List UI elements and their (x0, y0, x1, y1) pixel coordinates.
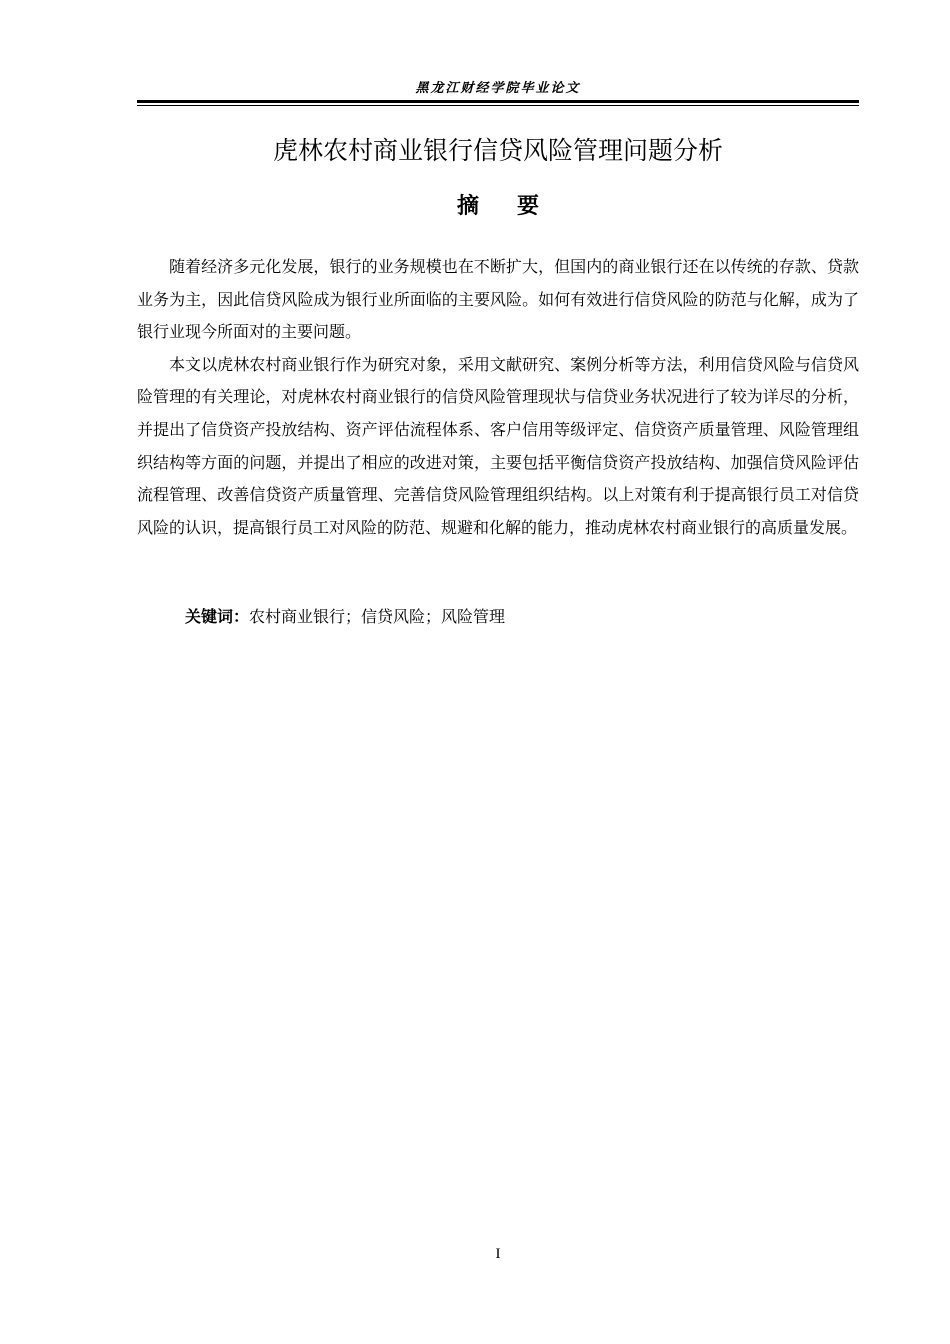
header-rule-thin (137, 105, 859, 106)
page-number: I (495, 1246, 501, 1262)
keywords-line (185, 602, 859, 632)
document-title: 虎林农村商业银行信贷风险管理问题分析 (272, 136, 723, 165)
abstract-paragraph-2: 本文以虎林农村商业银行作为研究对象，采用文献研究、案例分析等方法，利用信贷风险与信贷风险管理的有关理论，对虎林农村商业银行的信贷风险管理现状与信贷业务状况进行了较为详尽的分析，并提出了信贷资产投放结构、资产评估流程体系、客户信用等级评定、信贷资产质量管理、风险管理组织结构等方面的问题，并提出了相应的改进对策，主要包括平衡信贷资产投放结构、加强信贷风险评估流程管理、改善信贷资产质量管理、完善信贷风险管理组织结构。以上对策有利于提高银行员工对信贷风险的认识，提高银行员工对风险的防范、规避和化解的能力，推动虎林农村商业银行的高质量发展。 (137, 354, 859, 537)
abstract-paragraph-1: 随着经济多元化发展，银行的业务规模也在不断扩大，但国内的商业银行还在以传统的存款、贷款业务为主，因此信贷风险成为银行业所面临的主要风险。如何有效进行信贷风险的防范与化解，成为了银行业现今所面对的主要问题。 (137, 257, 859, 342)
abstract-heading: 摘要 (456, 194, 577, 219)
header-rule-thick (137, 100, 859, 103)
keywords-label: 关键词： (185, 607, 250, 626)
abstract-body (137, 251, 859, 544)
running-header: 黑龙江财经学院毕业论文 (415, 81, 581, 96)
keywords-text: 农村商业银行；信贷风险；风险管理 (249, 607, 506, 626)
